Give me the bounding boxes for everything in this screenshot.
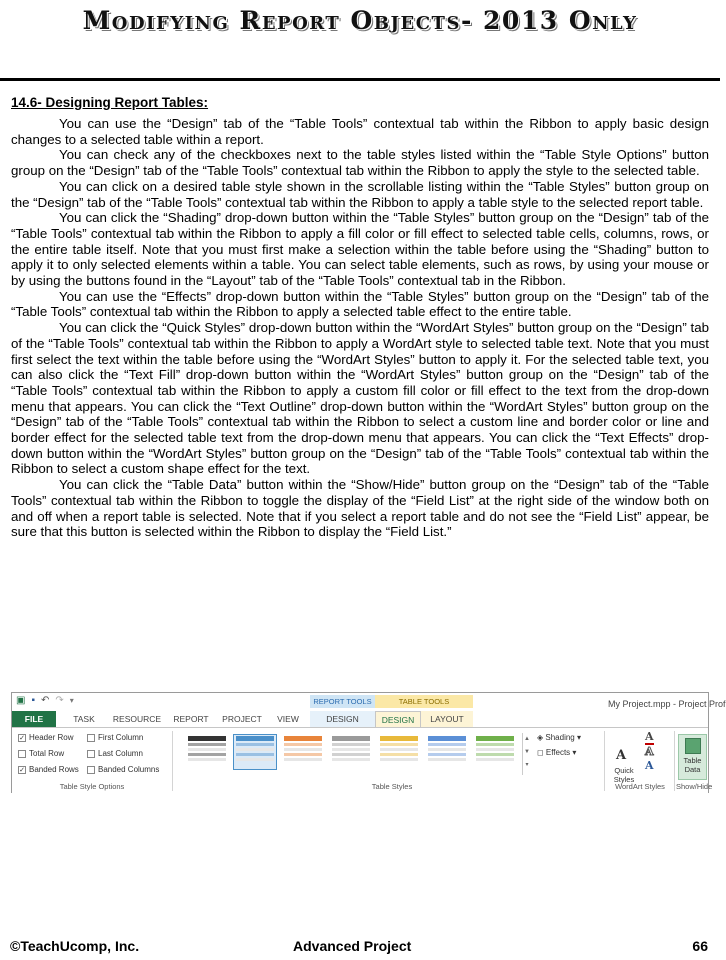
style-row-stripe [428,743,466,746]
style-header-stripe [188,736,226,741]
paragraph-5: You can use the “Effects” drop-down button within the “Table Styles” button group on the “Design” tab of the “Table Tools” contextual tab within the Ribbon to apply a selected table effect to the entire table. [11,288,709,320]
group-divider [674,731,675,791]
ribbon-screenshot [11,692,726,793]
text-effects-icon[interactable]: A [645,759,654,772]
group-divider [604,731,605,791]
title-rule [0,78,720,81]
table-style-thumbnail[interactable] [234,735,276,769]
table-style-thumbnail[interactable] [186,735,228,769]
table-style-thumbnail[interactable] [378,735,420,769]
style-row-stripe [236,758,274,761]
footer-copyright: ©TeachUcomp, Inc. [10,938,140,954]
chevron-down-icon: ▾ [576,733,581,742]
style-header-stripe [284,736,322,741]
style-row-stripe [428,758,466,761]
style-row-stripe [380,743,418,746]
header-row-label: Header Row [29,733,74,742]
checked-checkbox-icon[interactable]: ✓ [19,766,25,774]
undo-icon[interactable]: ↶ [41,695,50,706]
style-row-stripe [380,753,418,756]
text-fill-icon[interactable]: A [645,730,654,743]
header-row-option[interactable] [18,733,73,742]
tab-table-design[interactable]: DESIGN [375,711,421,727]
show-hide-label: Show/Hide [676,782,713,791]
first-column-label: First Column [98,733,144,742]
page-footer [0,930,720,960]
banded-rows-label: Banded Rows [29,765,79,774]
style-row-stripe [380,758,418,761]
paragraph-7: You can click the “Table Data” button within the “Show/Hide” button group on the “Design” tab of the “Table Tools” contextual tab within the Ribbon to toggle the display of the “Field List” at the right side of the window both on and off when a report table is selected. Note that if you select a report table and do not see the “Field List” appear, be sure that this button is selected within the Ribbon to display the “Field List.” [11,477,709,540]
tab-file[interactable]: FILE [12,711,56,727]
effects-label: Effects [545,748,571,757]
paragraph-1: You can use the “Design” tab of the “Table Tools” contextual tab within the Ribbon to apply basic design changes to a selected table within a report. [11,116,709,147]
effects-icon: ◻ [537,748,544,757]
gallery-scroll[interactable]: ▲ ▼ ▾ [522,733,531,775]
style-header-stripe [476,736,514,741]
style-row-stripe [236,748,274,751]
style-row-stripe [476,748,514,751]
text-outline-icon[interactable]: A [645,745,654,758]
tab-report-design[interactable]: DESIGN [310,711,375,727]
tab-task[interactable]: TASK [73,714,95,724]
save-icon[interactable]: ▪ [31,695,35,706]
table-style-options-label: Table Style Options [59,782,125,791]
quick-styles-button[interactable]: Quick Styles [613,766,635,784]
paragraph-6: You can click the “Quick Styles” drop-down button within the “WordArt Styles” button group on the “Design” tab of the “Table Tools” contextual tab within the Ribbon to apply a WordArt style to selected table text. Note that you must first select the text within the table before using the “WordArt Styles” button to apply it. For the selected table text, you can also click the “Text Fill” drop-down button within the “WordArt Styles” button group on the “Design” tab of the “Table Tools” contextual tab within the Ribbon to apply a custom fill color or fill effect to the text from the drop-down menu that appears. You can click the “Text Outline” drop-down button within the “WordArt Styles” button group on the “Design” tab of the “Table Tools” contextual tab within the Ribbon to select a custom line and border color or line and border effect for the selected table text from the drop-down menu that appears. You can click the “Text Effects” drop-down button within the “WordArt Styles” button group on the “Design” tab of the “Table Tools” contextual tab within the Ribbon to select a custom shape effect for the text. [11,320,709,477]
table-data-label: Table Data [683,756,702,774]
style-row-stripe [332,748,370,751]
effects-button[interactable] [537,748,576,757]
tab-project[interactable]: PROJECT [222,714,262,724]
paragraph-2: You can check any of the checkboxes next to the table styles listed within the “Table Style Options” button group on the “Design” tab of the “Table Tools” contextual tab within the Ribbon to apply the style to the selected table. [11,147,709,179]
paragraph-4: You can click the “Shading” drop-down button within the “Table Styles” button group on the “Design” tab of the “Table Tools” contextual tab within the Ribbon to apply a fill color or fill effect to selected table cells, columns, rows, or the entire table itself. Note that you must first make a selection within the table before using the “Shading” button to apply it to only selected elements within a table. You can select table elements, such as rows, by using your mouse or by using the buttons found in the “Layout” tab of the “Table Tools” contextual tab in the Ribbon. [11,210,709,289]
shading-button[interactable] [537,733,581,742]
style-header-stripe [380,736,418,741]
group-divider [172,731,173,791]
style-row-stripe [284,743,322,746]
style-row-stripe [332,753,370,756]
table-style-thumbnail[interactable] [474,735,516,769]
quick-styles-icon[interactable]: A [616,748,627,763]
window-title: My Project.mpp - Project Prof [608,699,726,709]
tab-view[interactable]: VIEW [277,714,299,724]
banded-columns-option[interactable] [87,765,159,774]
table-style-thumbnail[interactable] [426,735,468,769]
style-row-stripe [188,758,226,761]
tab-resource[interactable]: RESOURCE [112,714,162,724]
total-row-option[interactable] [18,749,64,758]
table-styles-label: Table Styles [371,782,413,791]
banded-rows-option[interactable] [18,765,79,774]
checkbox-icon[interactable] [87,750,95,758]
section-heading: 14.6- Designing Report Tables: [11,95,209,110]
table-style-thumbnail[interactable] [330,735,372,769]
last-column-label: Last Column [98,749,143,758]
style-row-stripe [428,753,466,756]
document-body [11,95,709,540]
style-row-stripe [332,758,370,761]
style-header-stripe [428,736,466,741]
footer-title: Advanced Project [293,938,412,954]
redo-icon[interactable]: ↷ [55,695,64,706]
ribbon-body [12,727,713,793]
style-row-stripe [284,753,322,756]
style-row-stripe [380,748,418,751]
tab-report[interactable]: REPORT [173,714,209,724]
style-row-stripe [428,748,466,751]
style-row-stripe [188,753,226,756]
style-row-stripe [476,743,514,746]
style-header-stripe [236,736,274,741]
checked-checkbox-icon[interactable]: ✓ [19,734,25,742]
style-row-stripe [332,743,370,746]
style-row-stripe [476,753,514,756]
page-title: Modifying Report Objects- 2013 Only [82,6,638,35]
quick-access-toolbar [16,696,74,706]
customize-toolbar-icon[interactable]: ▾ [69,696,74,705]
style-row-stripe [284,758,322,761]
report-tools-header: REPORT TOOLS [310,695,375,708]
table-data-button[interactable] [678,734,707,780]
style-row-stripe [476,758,514,761]
total-row-label: Total Row [29,749,65,758]
style-row-stripe [236,743,274,746]
tab-layout[interactable]: LAYOUT [421,711,473,727]
shading-icon: ◈ [537,733,544,742]
checkbox-icon[interactable] [87,734,95,742]
ribbon-tab-row [12,693,726,727]
checkbox-icon[interactable] [87,766,95,774]
banded-columns-label: Banded Columns [98,765,160,774]
paragraph-3: You can click on a desired table style shown in the scrollable listing within the “Table Styles” button group on the “Design” tab of the “Table Tools” contextual tab within the Ribbon to apply a table style to the selected report table. [11,178,709,210]
style-header-stripe [332,736,370,741]
style-row-stripe [188,743,226,746]
page-number: 66 [692,938,708,954]
shading-label: Shading [545,733,575,742]
table-data-icon [685,738,701,754]
style-row-stripe [188,748,226,751]
table-tools-header: TABLE TOOLS [375,695,473,708]
style-row-stripe [284,748,322,751]
table-style-thumbnail[interactable] [282,735,324,769]
ribbon-tabs [12,711,708,727]
checkbox-icon[interactable] [18,750,26,758]
chevron-down-icon: ▾ [572,748,577,757]
style-row-stripe [236,753,274,756]
first-column-option[interactable] [87,733,143,742]
project-app-icon: ▣ [16,695,26,706]
last-column-option[interactable] [87,749,143,758]
wordart-styles-label: WordArt Styles [615,782,665,791]
